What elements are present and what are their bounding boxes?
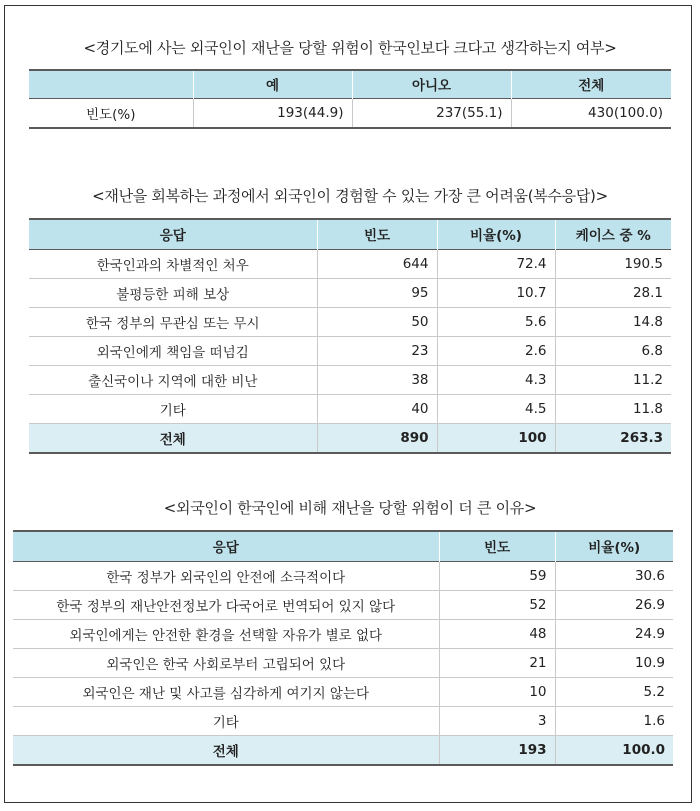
table-row (29, 365, 671, 394)
table1-header-row (29, 70, 671, 98)
table3-count: 48 (439, 619, 555, 648)
table1-cell: 237(55.1) (352, 98, 511, 128)
table2-response: 기타 (29, 394, 317, 423)
table3-response: 한국 정부가 외국인의 안전에 소극적이다 (13, 561, 439, 590)
table3-response: 외국인에게는 안전한 환경을 선택할 자유가 별로 없다 (13, 619, 439, 648)
table2-ratio: 72.4 (437, 249, 555, 278)
table-row (13, 619, 673, 648)
table2-count: 38 (317, 365, 437, 394)
table2-case-pct: 14.8 (555, 307, 671, 336)
table3-ratio: 1.6 (555, 706, 673, 735)
table3-header-0: 응답 (13, 531, 439, 561)
table2-response: 외국인에게 책임을 떠넘김 (29, 336, 317, 365)
table-row (13, 706, 673, 735)
table2-response: 한국인과의 차별적인 처우 (29, 249, 317, 278)
table3-response: 외국인은 한국 사회로부터 고립되어 있다 (13, 648, 439, 677)
table2-header-1: 빈도 (317, 219, 437, 249)
table2-title: <재난을 회복하는 과정에서 외국인이 경험할 수 있는 가장 큰 어려움(복수응답)> (92, 187, 608, 205)
table2-total-ratio: 100 (437, 423, 555, 453)
table-row (13, 590, 673, 619)
table2-ratio: 10.7 (437, 278, 555, 307)
table3-count: 52 (439, 590, 555, 619)
table2-total-count: 890 (317, 423, 437, 453)
table3-total-count: 193 (439, 735, 555, 765)
table3-title: <외국인이 한국인에 비해 재난을 당할 위험이 더 큰 이유> (163, 499, 537, 517)
table2-case-pct: 28.1 (555, 278, 671, 307)
table1-header-3: 전체 (511, 70, 671, 98)
table3-count: 10 (439, 677, 555, 706)
table3-response: 기타 (13, 706, 439, 735)
table2-total-row (29, 423, 671, 453)
table1-cell: 193(44.9) (193, 98, 352, 128)
table2-ratio: 4.3 (437, 365, 555, 394)
table3-total-label: 전체 (13, 735, 439, 765)
table2-response: 출신국이나 지역에 대한 비난 (29, 365, 317, 394)
table2-response: 불평등한 피해 보상 (29, 278, 317, 307)
table-row (13, 561, 673, 590)
table2-count: 40 (317, 394, 437, 423)
table2-ratio: 4.5 (437, 394, 555, 423)
table3-count: 21 (439, 648, 555, 677)
table-row (29, 249, 671, 278)
table2-header-0: 응답 (29, 219, 317, 249)
table2-case-pct: 6.8 (555, 336, 671, 365)
table3-ratio: 24.9 (555, 619, 673, 648)
table3-header-row (13, 531, 673, 561)
table2-count: 50 (317, 307, 437, 336)
table1 (29, 69, 671, 129)
table3 (13, 530, 673, 766)
table3-header-1: 빈도 (439, 531, 555, 561)
table2-case-pct: 11.8 (555, 394, 671, 423)
table3-count: 3 (439, 706, 555, 735)
table3-response: 한국 정부의 재난안전정보가 다국어로 번역되어 있지 않다 (13, 590, 439, 619)
table-row (29, 394, 671, 423)
table3-ratio: 10.9 (555, 648, 673, 677)
table3-header-2: 비율(%) (555, 531, 673, 561)
table2-header-2: 비율(%) (437, 219, 555, 249)
table3-total-row (13, 735, 673, 765)
table2 (29, 218, 671, 454)
table-row (13, 677, 673, 706)
table2-header-row (29, 219, 671, 249)
table2-response: 한국 정부의 무관심 또는 무시 (29, 307, 317, 336)
table-row (13, 648, 673, 677)
table1-header-2: 아니오 (352, 70, 511, 98)
table1-header-0 (29, 70, 193, 98)
table2-total-label: 전체 (29, 423, 317, 453)
table-row (29, 336, 671, 365)
table3-response: 외국인은 재난 및 사고를 심각하게 여기지 않는다 (13, 677, 439, 706)
table2-count: 95 (317, 278, 437, 307)
table3-total-ratio: 100.0 (555, 735, 673, 765)
table1-row-label: 빈도(%) (86, 106, 136, 123)
table2-case-pct: 190.5 (555, 249, 671, 278)
table3-count: 59 (439, 561, 555, 590)
table2-ratio: 5.6 (437, 307, 555, 336)
table3-ratio: 30.6 (555, 561, 673, 590)
table1-title: <경기도에 사는 외국인이 재난을 당할 위험이 한국인보다 크다고 생각하는지 여부> (83, 39, 617, 57)
table-row (29, 98, 671, 128)
table2-ratio: 2.6 (437, 336, 555, 365)
table3-ratio: 5.2 (555, 677, 673, 706)
table2-count: 23 (317, 336, 437, 365)
table2-header-3: 케이스 중 % (555, 219, 671, 249)
table1-cell: 430(100.0) (511, 98, 671, 128)
table2-case-pct: 11.2 (555, 365, 671, 394)
table-row (29, 278, 671, 307)
table1-header-1: 예 (193, 70, 352, 98)
table-row (29, 307, 671, 336)
table2-count: 644 (317, 249, 437, 278)
table3-ratio: 26.9 (555, 590, 673, 619)
table2-total-case-pct: 263.3 (555, 423, 671, 453)
